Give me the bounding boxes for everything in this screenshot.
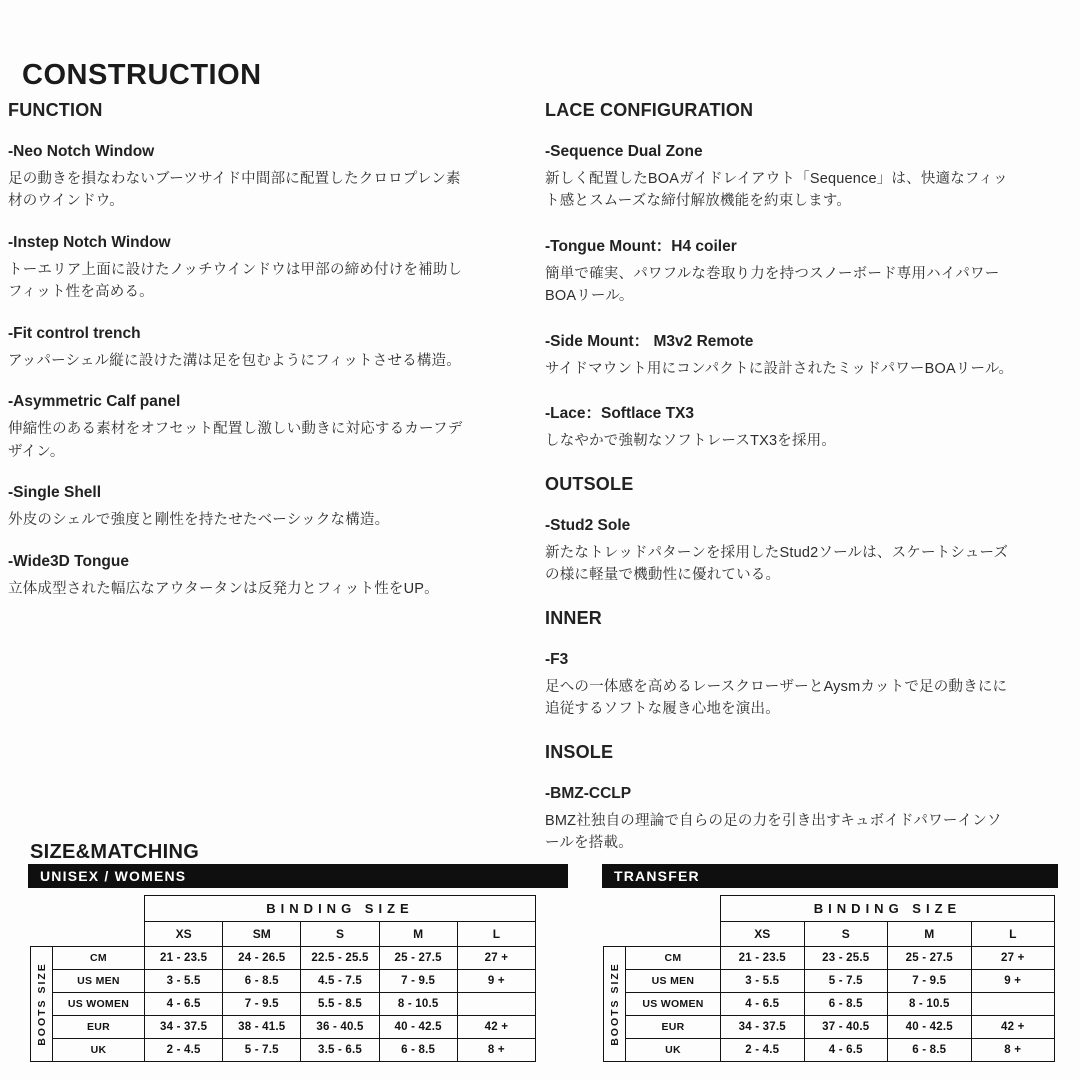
size-col-header: S <box>804 922 888 947</box>
feature-item <box>8 393 466 463</box>
size-cell: 4.5 - 7.5 <box>301 970 379 993</box>
size-cell: 23 - 25.5 <box>804 947 888 970</box>
feature-title: -F3 <box>545 650 569 668</box>
feature-desc: 簡単で確実、パワフルな巻取り力を持つスノーボード専用ハイパワーBOAリール。 <box>545 265 1000 305</box>
size-cell: 22.5 - 25.5 <box>301 947 379 970</box>
size-cell: 5 - 7.5 <box>223 1039 301 1062</box>
row-label: EUR <box>53 1016 145 1039</box>
table-title: UNISEX / WOMENS <box>40 868 187 884</box>
page-title: CONSTRUCTION <box>22 59 262 92</box>
feature-title: -Fit control trench <box>8 324 141 342</box>
feature-item <box>8 553 466 600</box>
size-cell: 2 - 4.5 <box>721 1039 805 1062</box>
feature-item <box>545 651 1015 721</box>
feature-item <box>8 143 466 213</box>
size-columns-row <box>604 922 1055 947</box>
feature-item <box>545 401 1015 452</box>
size-col-header: L <box>971 922 1055 947</box>
row-label: US WOMEN <box>53 993 145 1016</box>
table-row <box>31 1016 536 1039</box>
binding-size-header-row <box>604 896 1055 922</box>
size-cell: 8 + <box>457 1039 535 1062</box>
feature-title: -Single Shell <box>8 484 102 502</box>
table-spacer <box>31 922 145 947</box>
feature-desc: アッパーシェル縦に設けた溝は足を包むようにフィットさせる構造。 <box>8 352 461 369</box>
row-label: US MEN <box>626 970 721 993</box>
table-row <box>604 993 1055 1016</box>
row-label: US WOMEN <box>626 993 721 1016</box>
feature-item <box>545 785 1015 855</box>
row-label: UK <box>626 1039 721 1062</box>
feature-title: -Instep Notch Window <box>8 233 171 251</box>
size-cell: 3 - 5.5 <box>145 970 223 993</box>
feature-title: -Sequence Dual Zone <box>545 143 703 160</box>
feature-item <box>545 234 1015 308</box>
feature-desc: しなやかで強靭なソフトレースTX3を採用。 <box>545 433 837 450</box>
feature-desc: 足への一体感を高めるレースクローザーとAysmカットで足の動きにに追従するソフトな履き心地を演出。 <box>545 678 1008 718</box>
table-row <box>604 1039 1055 1062</box>
size-cell: 6 - 8.5 <box>888 1039 972 1062</box>
size-cell: 34 - 37.5 <box>145 1016 223 1039</box>
binding-size-header: BINDING SIZE <box>145 896 536 922</box>
feature-desc: BMZ社独自の理論で自らの足の力を引き出すキュボイドパワーインソールを搭載。 <box>545 812 1002 852</box>
size-cell: 4 - 6.5 <box>804 1039 888 1062</box>
size-cell: 38 - 41.5 <box>223 1016 301 1039</box>
transfer-table-section <box>602 864 1058 1062</box>
binding-size-header: BINDING SIZE <box>721 896 1055 922</box>
size-columns-row <box>31 922 536 947</box>
size-cell: 37 - 40.5 <box>804 1016 888 1039</box>
table-title-bar-unisex-womens <box>28 864 568 888</box>
table-title: TRANSFER <box>614 868 700 884</box>
feature-title: -Stud2 Sole <box>545 516 631 534</box>
size-cell: 7 - 9.5 <box>379 970 457 993</box>
row-label: US MEN <box>53 970 145 993</box>
feature-desc: 立体成型された幅広なアウタータンは反発力とフィット性をUP。 <box>8 580 439 597</box>
table-title-bar-transfer <box>602 864 1058 888</box>
size-cell: 8 - 10.5 <box>888 993 972 1016</box>
table-row <box>31 1039 536 1062</box>
size-cell: 6 - 8.5 <box>223 970 301 993</box>
table-row <box>31 993 536 1016</box>
section-heading-inner: INNER <box>545 607 603 628</box>
size-cell: 9 + <box>457 970 535 993</box>
size-cell: 24 - 26.5 <box>223 947 301 970</box>
feature-desc: トーエリア上面に設けたノッチウインドウは甲部の締め付けを補助しフィット性を高める。 <box>8 261 463 301</box>
size-cell: 36 - 40.5 <box>301 1016 379 1039</box>
size-matching-heading: SIZE&MATCHING <box>30 840 200 863</box>
size-cell: 27 + <box>457 947 535 970</box>
feature-item <box>545 517 1015 587</box>
feature-desc: 新しく配置したBOAガイドレイアウト「Sequence」は、快適なフィット感とスムーズな締付解放機能を約束します。 <box>545 171 1008 210</box>
size-cell: 42 + <box>457 1016 535 1039</box>
boots-size-label: BOOTS SIZE <box>604 947 626 1062</box>
spec-sections <box>545 100 1015 876</box>
feature-title: -Asymmetric Calf panel <box>8 393 181 411</box>
table-row <box>604 970 1055 993</box>
size-cell: 9 + <box>971 970 1055 993</box>
size-col-header: M <box>379 922 457 947</box>
size-cell: 6 - 8.5 <box>379 1039 457 1062</box>
feature-item <box>545 143 1015 213</box>
size-cell: 42 + <box>971 1016 1055 1039</box>
table-spacer <box>31 896 145 922</box>
table-row <box>31 970 536 993</box>
unisex-womens-table-section <box>28 864 568 1062</box>
size-cell <box>457 993 535 1016</box>
binding-size-header-row <box>31 896 536 922</box>
size-col-header: S <box>301 922 379 947</box>
size-cell: 3.5 - 6.5 <box>301 1039 379 1062</box>
size-col-header: XS <box>721 922 805 947</box>
size-col-header: SM <box>223 922 301 947</box>
size-cell: 27 + <box>971 947 1055 970</box>
size-cell: 3 - 5.5 <box>721 970 805 993</box>
size-cell: 2 - 4.5 <box>145 1039 223 1062</box>
size-cell: 5.5 - 8.5 <box>301 993 379 1016</box>
size-cell: 21 - 23.5 <box>721 947 805 970</box>
size-col-header: M <box>888 922 972 947</box>
feature-title: -BMZ-CCLP <box>545 784 632 802</box>
feature-title: -Side Mount： M3v2 Remote <box>545 332 754 350</box>
row-label: CM <box>53 947 145 970</box>
size-cell: 8 - 10.5 <box>379 993 457 1016</box>
feature-desc: 足の動きを損なわないブーツサイド中間部に配置したクロロプレン素材のウインドウ。 <box>8 171 461 210</box>
size-cell <box>971 993 1055 1016</box>
size-cell: 21 - 23.5 <box>145 947 223 970</box>
row-label: UK <box>53 1039 145 1062</box>
section-heading-outsole: OUTSOLE <box>545 473 634 494</box>
size-col-header: XS <box>145 922 223 947</box>
size-table-unisex-womens <box>30 895 536 1062</box>
table-row <box>604 1016 1055 1039</box>
feature-desc: 伸縮性のある素材をオフセット配置し激しい動きに対応するカーフデザイン。 <box>8 421 463 460</box>
table-row <box>31 947 536 970</box>
size-table-transfer <box>603 895 1055 1062</box>
size-cell: 7 - 9.5 <box>223 993 301 1016</box>
size-cell: 25 - 27.5 <box>379 947 457 970</box>
row-label: EUR <box>626 1016 721 1039</box>
feature-title: -Wide3D Tongue <box>8 552 129 570</box>
size-cell: 5 - 7.5 <box>804 970 888 993</box>
section-heading-insole: INSOLE <box>545 741 614 762</box>
size-cell: 4 - 6.5 <box>721 993 805 1016</box>
size-cell: 25 - 27.5 <box>888 947 972 970</box>
function-section <box>8 100 466 621</box>
size-cell: 7 - 9.5 <box>888 970 972 993</box>
feature-item <box>545 329 1015 380</box>
size-cell: 34 - 37.5 <box>721 1016 805 1039</box>
feature-item <box>8 234 466 304</box>
size-cell: 40 - 42.5 <box>379 1016 457 1039</box>
feature-item <box>8 484 466 531</box>
table-spacer <box>604 896 721 922</box>
size-cell: 8 + <box>971 1039 1055 1062</box>
feature-desc: 新たなトレッドパターンを採用したStud2ソールは、スケートシューズの様に軽量で機動性に優れている。 <box>545 544 1009 584</box>
section-heading-function: FUNCTION <box>8 100 103 120</box>
feature-desc: 外皮のシェルで強度と剛性を持たせたベーシックな構造。 <box>8 512 390 529</box>
table-spacer <box>604 922 721 947</box>
boots-size-label: BOOTS SIZE <box>31 947 53 1062</box>
section-heading-lace-configuration: LACE CONFIGURATION <box>545 100 754 120</box>
feature-title: -Lace：Softlace TX3 <box>545 405 695 423</box>
row-label: CM <box>626 947 721 970</box>
table-row <box>604 947 1055 970</box>
size-cell: 4 - 6.5 <box>145 993 223 1016</box>
size-cell: 40 - 42.5 <box>888 1016 972 1039</box>
feature-title: -Neo Notch Window <box>8 143 155 160</box>
size-col-header: L <box>457 922 535 947</box>
size-cell: 6 - 8.5 <box>804 993 888 1016</box>
feature-title: -Tongue Mount：H4 coiler <box>545 237 737 255</box>
feature-item <box>8 325 466 372</box>
feature-desc: サイドマウント用にコンパクトに設計されたミッドパワーBOAリール。 <box>545 360 1014 377</box>
